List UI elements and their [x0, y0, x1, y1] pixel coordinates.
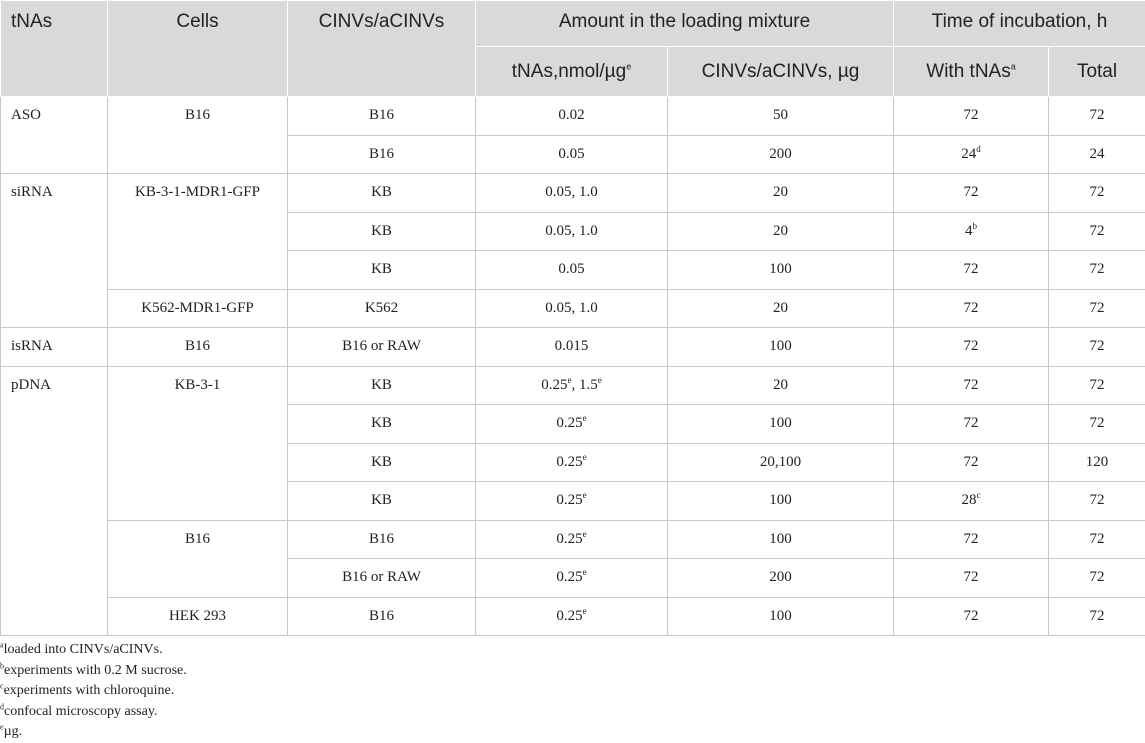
cinvs-cell: B16	[288, 135, 476, 174]
header-amount: Amount in the loading mixture	[476, 1, 894, 47]
amount-cinvs-cell: 100	[668, 328, 894, 367]
footnotes	[0, 640, 187, 743]
footnote-marker: b	[973, 221, 978, 231]
with-tnas-value: 72	[964, 531, 979, 547]
table-row	[1, 97, 1145, 136]
amount-tnas-value: 0.25	[556, 531, 582, 547]
amount-tnas-cell	[476, 443, 668, 482]
with-tnas-value: 72	[964, 454, 979, 470]
amount-tnas-cell	[476, 289, 668, 328]
amount-tnas-cell	[476, 366, 668, 405]
footnote-mark: a	[0, 640, 4, 649]
total-cell: 24	[1049, 135, 1145, 174]
with-tnas-value: 72	[964, 261, 979, 277]
footnote-mark: b	[0, 661, 4, 670]
total-cell: 72	[1049, 405, 1145, 444]
amount-tnas-cell	[476, 97, 668, 136]
footnote-marker: e	[626, 61, 631, 71]
amount-tnas-value: 0.25	[556, 608, 582, 624]
cinvs-cell: B16 or RAW	[288, 328, 476, 367]
amount-tnas-cell	[476, 174, 668, 213]
with-tnas-cell	[894, 251, 1049, 290]
footnote-marker: e	[583, 606, 587, 616]
footnote-text: confocal microscopy assay.	[4, 704, 157, 719]
total-cell: 120	[1049, 443, 1145, 482]
tnas-cell: siRNA	[1, 174, 108, 328]
amount-tnas-cell	[476, 559, 668, 598]
cinvs-cell: KB	[288, 251, 476, 290]
total-cell: 72	[1049, 251, 1145, 290]
footnote-marker: a	[1011, 61, 1016, 71]
amount-cinvs-cell: 100	[668, 520, 894, 559]
amount-tnas-value: 0.25	[556, 415, 582, 431]
footnote	[0, 702, 187, 723]
with-tnas-value: 72	[964, 415, 979, 431]
amount-tnas-value: 0.05	[558, 261, 584, 277]
total-cell: 72	[1049, 559, 1145, 598]
footnote-text: experiments with chloroquine.	[4, 683, 175, 698]
with-tnas-cell	[894, 559, 1049, 598]
amount-tnas-value: 0.25	[541, 377, 567, 393]
amount-cinvs-cell: 20	[668, 289, 894, 328]
footnote	[0, 681, 187, 702]
footnote	[0, 722, 187, 743]
with-tnas-value: 72	[964, 608, 979, 624]
footnote-marker: e	[583, 529, 587, 539]
table-row	[1, 328, 1145, 367]
footnote-marker: e	[583, 567, 587, 577]
with-tnas-cell	[894, 482, 1049, 521]
amount-tnas-value: 0.05, 1.0	[545, 184, 598, 200]
amount-tnas-value: 0.02	[558, 107, 584, 123]
with-tnas-cell	[894, 212, 1049, 251]
cinvs-cell: B16	[288, 520, 476, 559]
amount-tnas-cell	[476, 597, 668, 636]
footnote-marker: e	[598, 375, 602, 385]
table-row	[1, 597, 1145, 636]
cells-cell: KB-3-1-MDR1-GFP	[108, 174, 288, 290]
header-amount-tnas	[476, 47, 668, 97]
cells-cell: B16	[108, 97, 288, 174]
amount-cinvs-cell: 100	[668, 482, 894, 521]
total-cell: 72	[1049, 597, 1145, 636]
header-cinvs: CINVs/aCINVs	[288, 1, 476, 97]
amount-tnas-value: 0.05	[558, 146, 584, 162]
table-body	[1, 97, 1145, 636]
cinvs-cell: KB	[288, 174, 476, 213]
cinvs-cell: KB	[288, 366, 476, 405]
amount-cinvs-cell: 50	[668, 97, 894, 136]
with-tnas-value: 72	[964, 377, 979, 393]
footnote-marker: e	[568, 375, 572, 385]
footnote-marker: e	[583, 452, 587, 462]
with-tnas-value: 72	[964, 338, 979, 354]
total-cell: 72	[1049, 212, 1145, 251]
amount-cinvs-cell: 200	[668, 559, 894, 598]
with-tnas-cell	[894, 366, 1049, 405]
amount-tnas-value: 0.015	[555, 338, 589, 354]
header-amount-tnas-label: tNAs,nmol/µg	[512, 61, 626, 82]
table-header	[1, 1, 1145, 97]
with-tnas-value: 72	[964, 300, 979, 316]
amount-tnas-cell	[476, 212, 668, 251]
cinvs-cell: KB	[288, 482, 476, 521]
amount-tnas-value: 0.05, 1.0	[545, 300, 598, 316]
footnote-marker: d	[976, 144, 981, 154]
header-time: Time of incubation, h	[894, 1, 1145, 47]
footnote-mark: e	[0, 722, 4, 731]
cells-cell: KB-3-1	[108, 366, 288, 520]
with-tnas-cell	[894, 520, 1049, 559]
table-row	[1, 174, 1145, 213]
footnote-marker: c	[977, 490, 981, 500]
total-cell: 72	[1049, 366, 1145, 405]
footnote	[0, 661, 187, 682]
cinvs-cell: B16 or RAW	[288, 559, 476, 598]
cells-cell: HEK 293	[108, 597, 288, 636]
with-tnas-cell	[894, 289, 1049, 328]
with-tnas-value: 72	[964, 569, 979, 585]
with-tnas-cell	[894, 443, 1049, 482]
total-cell: 72	[1049, 328, 1145, 367]
total-cell: 72	[1049, 289, 1145, 328]
footnote-marker: e	[583, 490, 587, 500]
cinvs-cell: B16	[288, 597, 476, 636]
footnote-mark: c	[0, 681, 4, 690]
amount-tnas-value: 0.25	[556, 569, 582, 585]
table-row	[1, 289, 1145, 328]
cells-cell: B16	[108, 328, 288, 367]
with-tnas-cell	[894, 597, 1049, 636]
amount-tnas-value: 0.25	[556, 492, 582, 508]
tnas-cell: pDNA	[1, 366, 108, 636]
total-cell: 72	[1049, 482, 1145, 521]
header-cells: Cells	[108, 1, 288, 97]
amount-tnas-value: 0.25	[556, 454, 582, 470]
cinvs-cell: K562	[288, 289, 476, 328]
header-tnas: tNAs	[1, 1, 108, 97]
amount-tnas-cell	[476, 520, 668, 559]
amount-tnas-value-2: , 1.5	[572, 377, 598, 393]
amount-cinvs-cell: 100	[668, 251, 894, 290]
amount-cinvs-cell: 20	[668, 212, 894, 251]
header-total: Total	[1049, 47, 1145, 97]
total-cell: 72	[1049, 174, 1145, 213]
header-with-tnas-label: With tNAs	[926, 61, 1010, 82]
total-cell: 72	[1049, 97, 1145, 136]
footnote-text: µg.	[4, 724, 23, 739]
footnote-mark: d	[0, 702, 4, 711]
amount-tnas-cell	[476, 405, 668, 444]
with-tnas-value: 4	[965, 223, 973, 239]
footnote-marker: e	[583, 413, 587, 423]
with-tnas-cell	[894, 174, 1049, 213]
amount-cinvs-cell: 20,100	[668, 443, 894, 482]
with-tnas-value: 28	[962, 492, 977, 508]
amount-cinvs-cell: 20	[668, 366, 894, 405]
amount-tnas-cell	[476, 328, 668, 367]
tnas-cell: isRNA	[1, 328, 108, 367]
footnote-text: experiments with 0.2 M sucrose.	[4, 663, 187, 678]
with-tnas-value: 72	[964, 184, 979, 200]
with-tnas-cell	[894, 135, 1049, 174]
amount-cinvs-cell: 100	[668, 597, 894, 636]
amount-cinvs-cell: 200	[668, 135, 894, 174]
header-amount-cinvs: CINVs/aCINVs, µg	[668, 47, 894, 97]
cinvs-cell: KB	[288, 212, 476, 251]
with-tnas-cell	[894, 97, 1049, 136]
cinvs-cell: KB	[288, 405, 476, 444]
header-with-tnas	[894, 47, 1049, 97]
amount-tnas-cell	[476, 482, 668, 521]
total-cell: 72	[1049, 520, 1145, 559]
cinvs-cell: B16	[288, 97, 476, 136]
cells-cell: B16	[108, 520, 288, 597]
cells-cell: K562-MDR1-GFP	[108, 289, 288, 328]
tnas-cell: ASO	[1, 97, 108, 174]
amount-cinvs-cell: 20	[668, 174, 894, 213]
footnote-text: loaded into CINVs/aCINVs.	[4, 642, 163, 657]
amount-tnas-value: 0.05, 1.0	[545, 223, 598, 239]
cinvs-cell: KB	[288, 443, 476, 482]
with-tnas-cell	[894, 328, 1049, 367]
amount-cinvs-cell: 100	[668, 405, 894, 444]
amount-tnas-cell	[476, 135, 668, 174]
table-row	[1, 520, 1145, 559]
with-tnas-value: 24	[961, 146, 976, 162]
table-row	[1, 366, 1145, 405]
footnote	[0, 640, 187, 661]
amount-tnas-cell	[476, 251, 668, 290]
with-tnas-cell	[894, 405, 1049, 444]
with-tnas-value: 72	[964, 107, 979, 123]
